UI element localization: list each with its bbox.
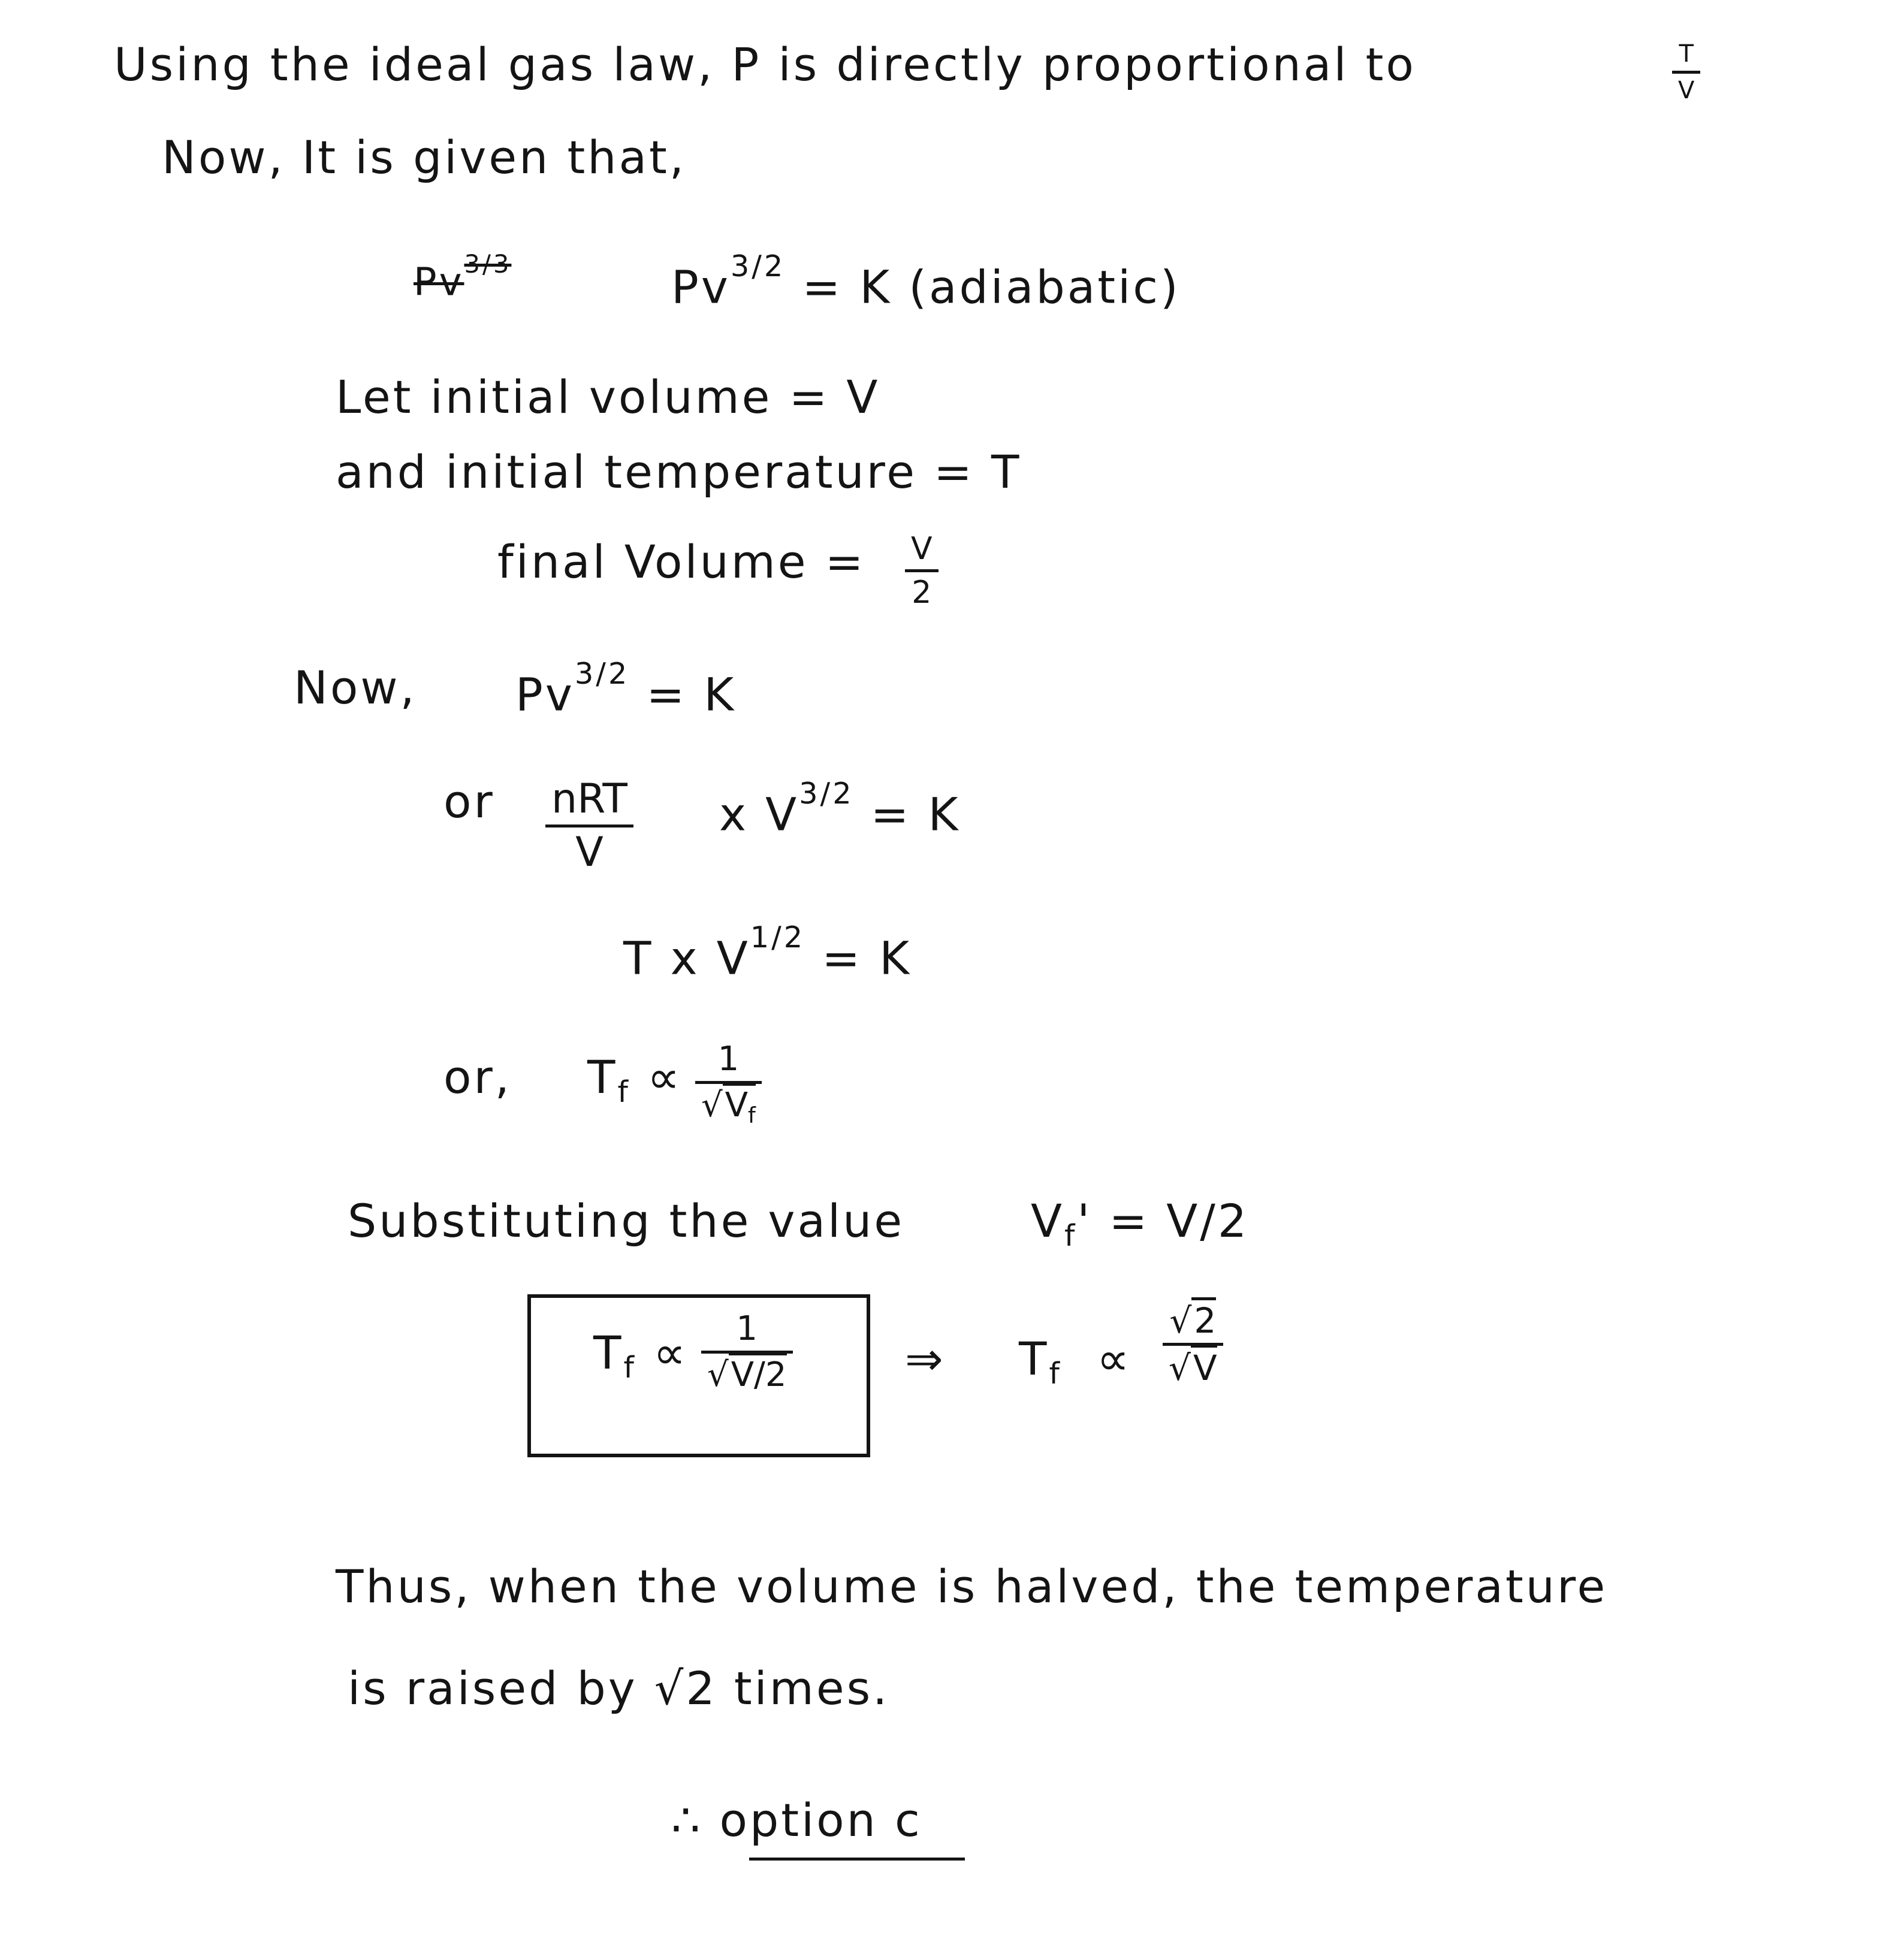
substitution-value-sub: f [1064,1218,1078,1253]
assumption-initial-temperature: and initial temperature = T [336,445,1022,499]
given-base: Pv [671,260,731,314]
derivation-eq3 [623,920,912,985]
eq4-lhs-sub: f [617,1074,630,1109]
given-struck-base: Pv [414,260,464,305]
answer-underline [749,1858,965,1861]
assumption-initial-volume: Let initial volume = V [336,370,880,424]
result-lhs-t: T [1019,1332,1049,1385]
eq3-exponent: 1/2 [750,920,805,955]
result-num-sqrt-symbol: √ [1169,1300,1192,1341]
result-denominator [1163,1346,1223,1388]
given-exponent: 3/2 [730,249,786,283]
eq3-lhs: T x V [623,931,750,985]
derivation-eq1 [515,656,737,721]
eq2-mid: x V [719,787,799,841]
substitution-value-lhs: V [1031,1194,1064,1248]
boxed-lhs [593,1326,689,1385]
eq4-numerator: 1 [717,1040,740,1079]
assumption-final-volume [497,535,866,588]
eq2-fraction-nrt-over-v [545,775,633,876]
boxed-lhs-t: T [593,1326,624,1379]
eq4-radicand-sub: f [748,1102,756,1128]
eq2-denominator: V [575,829,604,876]
boxed-radicand: V/2 [729,1352,787,1394]
result-numerator [1163,1300,1222,1343]
boxed-numerator: 1 [736,1309,758,1348]
substitution-value-rest: ' = V/2 [1077,1194,1250,1248]
eq2-rest: = K [870,787,961,841]
final-volume-denominator: 2 [912,575,932,611]
conclusion-line-1: Thus, when the volume is halved, the temperature [336,1560,1608,1613]
final-volume-numerator: V [911,531,933,567]
given-struck-exponent: 3/3 [464,249,512,279]
result-lhs [1019,1332,1132,1391]
conclusion-line-2: is raised by √2 times. [348,1662,890,1715]
result-arrow: ⇒ [905,1332,946,1385]
substitution-line [348,1194,905,1248]
boxed-sqrt-symbol: √ [707,1355,729,1394]
eq4-radicand-v: V [725,1086,748,1125]
intro-line-1 [114,38,1416,91]
eq3-rest: = K [822,931,912,985]
eq4-radicand [723,1083,756,1128]
intro-line-1-text: Using the ideal gas law, P is directly proportional to [114,38,1416,91]
final-volume-label: final Volume = [497,535,866,588]
eq2-exponent: 3/2 [799,776,854,811]
derivation-eq4-lhs [587,1050,683,1109]
substitution-label: Substituting the value [348,1194,905,1248]
eq1-rest: = K [646,668,737,721]
result-fraction [1163,1300,1223,1388]
substitution-value [1031,1194,1250,1253]
eq1-exponent: 3/2 [574,656,630,691]
eq4-sqrt-symbol: √ [701,1086,723,1125]
boxed-lhs-sub: f [623,1349,636,1385]
eq4-proportional-symbol: ∝ [647,1050,683,1104]
answer-option: ∴ option c [671,1793,922,1847]
eq4-fraction [695,1040,762,1128]
boxed-denominator [701,1354,793,1392]
derivation-or-2: or, [443,1050,512,1104]
eq1-base: Pv [515,668,575,721]
boxed-proportional-symbol: ∝ [653,1326,689,1379]
intro-frac-denominator: V [1678,77,1695,104]
derivation-or-1: or [443,775,495,828]
given-rest: = K (adiabatic) [802,260,1181,314]
eq4-lhs: T [587,1050,618,1104]
derivation-eq2-rest [719,776,961,841]
intro-frac-numerator: T [1679,40,1694,68]
result-den-sqrt-symbol: √ [1169,1348,1191,1388]
derivation-now-label: Now, [294,661,417,714]
intro-line-2: Now, It is given that, [162,131,686,184]
given-adiabatic-equation [671,249,1181,314]
final-volume-fraction [905,531,939,611]
eq2-numerator: nRT [551,775,627,823]
result-lhs-sub: f [1049,1355,1062,1391]
boxed-fraction [701,1309,793,1394]
result-num-radicand: 2 [1191,1297,1216,1341]
boxed-expression-frame [527,1294,870,1457]
eq4-denominator [695,1084,762,1127]
intro-fraction-t-over-v [1672,42,1700,102]
result-proportional-symbol: ∝ [1097,1332,1132,1385]
result-den-radicand: V [1191,1345,1217,1388]
given-struck-equation [414,249,512,305]
